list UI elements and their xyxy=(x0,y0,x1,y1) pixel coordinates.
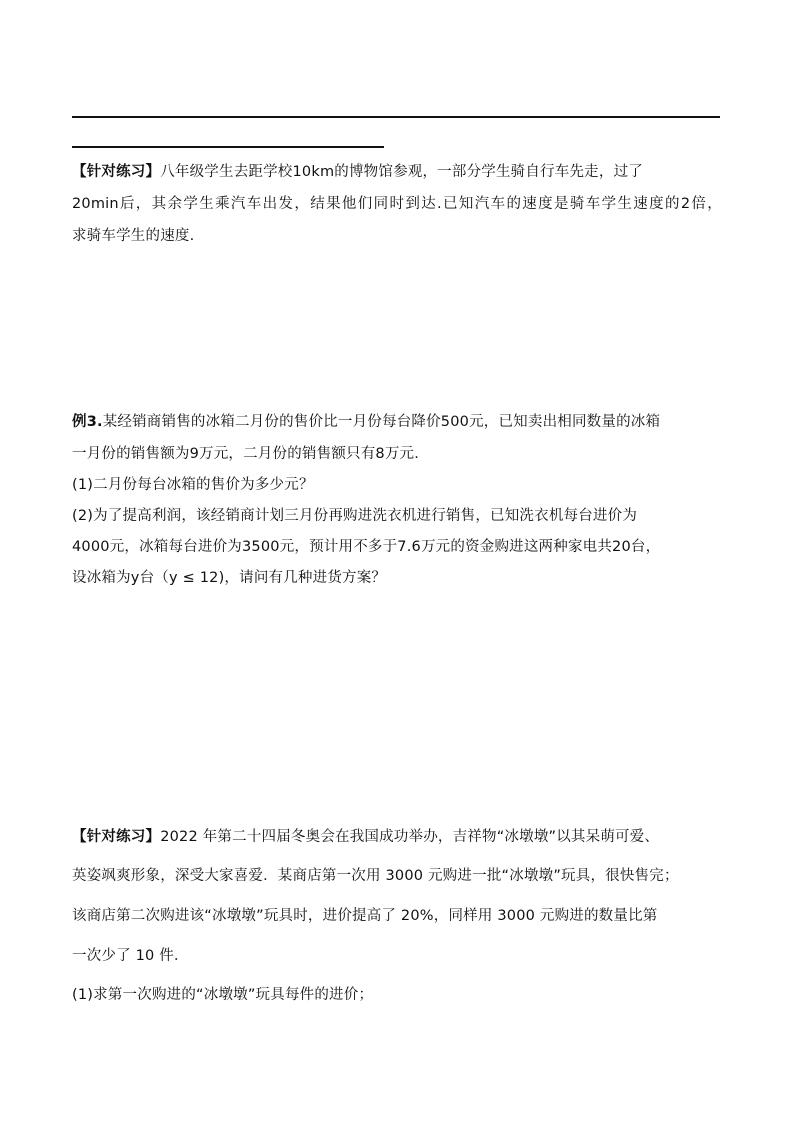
practice2-line-3: 该商店第二次购进该“冰墩墩”玩具时，进价提高了 20%，同样用 3000 元购进的数量比第 xyxy=(72,908,658,924)
practice2-line-2: 英姿飒爽形象，深受大家喜爱．某商店第一次用 3000 元购进一批“冰墩墩”玩具，很快售完； xyxy=(72,868,679,884)
practice2-text-1: 2022 年第二十四届冬奥会在我国成功举办，吉祥物“冰墩墩”以其呆萌可爱、 xyxy=(160,829,660,845)
practice1-label: 【针对练习】 xyxy=(72,164,161,180)
example3-line-6: 设冰箱为y台（y ≤ 12)，请问有几种进货方案？ xyxy=(72,570,387,586)
example3-line-3: (1)二月份每台冰箱的售价为多少元？ xyxy=(72,477,314,493)
practice1-line-1 xyxy=(72,162,643,182)
practice1-line-3: 求骑车学生的速度. xyxy=(72,228,195,244)
example3-line-4: (2)为了提高利润，该经销商计划三月份再购进洗衣机进行销售，已知洗衣机每台进价为 xyxy=(72,508,638,524)
example3-line-5: 4000元，冰箱每台进价为3500元，预计用不多于7.6万元的资金购进这两种家电共20台， xyxy=(72,539,661,555)
practice1-text-1: 八年级学生去距学校10km的博物馆参观，一部分学生骑自行车先走，过了 xyxy=(160,164,643,180)
practice2-line-4: 一次少了 10 件． xyxy=(72,948,189,964)
practice2-line-1 xyxy=(72,827,659,847)
example3-text-1: 某经销商销售的冰箱二月份的售价比一月份每台降价500元，已知卖出相同数量的冰箱 xyxy=(102,414,661,430)
example3-line-2: 一月份的销售额为9万元，二月份的销售额只有8万元. xyxy=(72,446,420,462)
practice2-line-5: (1)求第一次购进的“冰墩墩”玩具每件的进价； xyxy=(72,987,374,1003)
header-rule-long xyxy=(72,116,720,118)
example3-line-1 xyxy=(72,412,660,432)
practice1-line-2: 20min后，其余学生乘汽车出发，结果他们同时到达.已知汽车的速度是骑车学生速度的2倍， xyxy=(72,196,722,212)
header-rule-short xyxy=(72,146,384,148)
practice2-label: 【针对练习】 xyxy=(72,829,161,845)
example3-label: 例3. xyxy=(72,414,103,430)
